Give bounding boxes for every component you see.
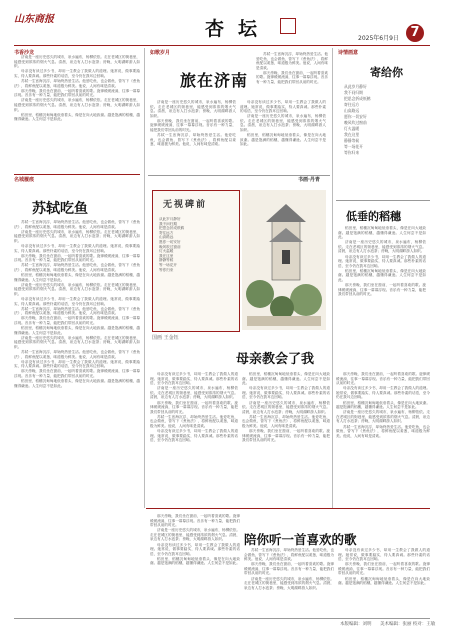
painting-poem: 从此岁月静好 我不问归期 把思念折成纸鹤 寄往远方 山高路远 愿你一切安好 晚风吹过窗前 灯火温暖 我在这里 静静等候 等一场花开 等你归来 <box>159 217 185 272</box>
poem2-body: 稻田里，稻穗沉甸甸地低垂着头，像是在向大地致谢。越是饱满的稻穗，越懂得谦逊。人生何尝不是如此。 济南是一座历史悠久的城市，泉水遍布，杨柳依依。走在老城区的街巷里，能感受到浓浓的烟火气息。清晨，泉边有人打水泡茶；傍晚，大明湖畔游人如织。 母亲没有读过多少书，却用一生教会了我做人的道理。她常说，做事要踏实，待人要真诚。那些朴素的话语，至今仍在我耳边回响。 稻田里，稻穗沉甸甸地低垂着头，像是在向大地致谢。越是饱满的稻穗，越懂得谦逊。人生何尝不是如此。 那天傍晚，我们坐在窗前，一起听着喜欢的歌。旋律缓缓流淌，往事一幕幕浮现。音乐有一种力量，能把我们带回从前的时光。 <box>338 226 426 297</box>
left-article-text-1: 济南是一座历史悠久的城市，泉水遍布，杨柳依依。走在老城区的街巷里，能感受到浓浓的烟火气息。清晨，泉边有人打水泡茶；傍晚，大明湖畔游人如织。 母亲没有读过多少书，却用一生教会了我做人的道理。她常说，做事要踏实，待人要真诚。那些朴素的话语，至今仍在我耳边回响。 苏轼一生宦海沉浮，却始终热爱生活。他爱吃鱼，也会做鱼，曾写下《煮鱼法》，将鲜鱼配以姜葱，味道极为鲜美。他说，人间有味是清欢。 那天傍晚，我们坐在窗前，一起听着喜欢的歌。旋律缓缓流淌，往事一幕幕浮现。音乐有一种力量，能把我们带回从前的时光。 济南是一座历史悠久的城市，泉水遍布，杨柳依依。走在老城区的街巷里，能感受到浓浓的烟火气息。清晨，泉边有人打水泡茶；傍晚，大明湖畔游人如织。 稻田里，稻穗沉甸甸地低垂着头，像是在向大地致谢。越是饱满的稻穗，越懂得谦逊。人生何尝不是如此。 <box>14 55 140 122</box>
footer-right: 美术编辑：张丽 校对：王敏 <box>380 622 436 627</box>
mother-title: 母亲教会了我 <box>236 352 315 367</box>
column-tag-right: 诗情画意 <box>338 50 359 56</box>
column-tag-middle: 如歌岁月 <box>150 50 171 56</box>
divider <box>146 508 430 509</box>
song-text-col-1: 那天傍晚，我们坐在窗前，一起听着喜欢的歌。旋律缓缓流淌，往事一幕幕浮现。音乐有一种力量，能把我们带回从前的时光。 济南是一座历史悠久的城市，泉水遍布，杨柳依依。走在老城区的街巷里，能感受到浓浓的烟火气息。清晨，泉边有人打水泡茶；傍晚，大明湖畔游人如织。 母亲没有读过多少书，却用一生教会了我做人的道理。她常说，做事要踏实，待人要真诚。那些朴素的话语，至今仍在我耳边回响。 稻田里，稻穗沉甸甸地低垂着头，像是在向大地致谢。越是饱满的稻穗，越懂得谦逊。人生何尝不是如此。 <box>150 514 240 566</box>
section-title: 杏坛 <box>205 18 272 40</box>
page-number-badge: 7 <box>406 24 424 42</box>
poem-body: 从此岁月静好 我不问归期 把思念折成纸鹤 寄往远方 山高路远 愿你一切安好 晚风吹过窗前 灯火温暖 我在这里 静静等候 等一场花开 等你归来 <box>344 84 371 155</box>
footer-left: 本版编辑：刘明 <box>340 622 372 627</box>
masthead <box>0 0 450 46</box>
lead-text-col-3: 苏轼一生宦海沉浮，却始终热爱生活。他爱吃鱼，也会做鱼，曾写下《煮鱼法》，将鲜鱼配以姜葱，味道极为鲜美。他说，人间有味是清欢。 那天傍晚，我们坐在窗前，一起听着喜欢的歌。旋律缓缓流淌，往事一幕幕浮现。音乐有一种力量，能把我们带回从前的时光。 <box>256 52 328 85</box>
column-rule <box>332 48 333 508</box>
masthead-rule <box>14 45 430 46</box>
column-tag-art: 书画·丹青 <box>298 177 320 183</box>
pagoda-painting <box>242 190 326 330</box>
mother-text-col-3: 那天傍晚，我们坐在窗前，一起听着喜欢的歌。旋律缓缓流淌，往事一幕幕浮现。音乐有一种力量，能把我们带回从前的时光。 母亲没有读过多少书，却用一生教会了我做人的道理。她常说，做事要踏实，待人要真诚。那些朴素的话语，至今仍在我耳边回响。 稻田里，稻穗沉甸甸地低垂着头，像是在向大地致谢。越是饱满的稻穗，越懂得谦逊。人生何尝不是如此。 济南是一座历史悠久的城市，泉水遍布，杨柳依依。走在老城区的街巷里，能感受到浓浓的烟火气息。清晨，泉边有人打水泡茶；傍晚，大明湖畔游人如织。 苏轼一生宦海沉浮，却始终热爱生活。他爱吃鱼，也会做鱼，曾写下《煮鱼法》，将鲜鱼配以姜葱，味道极为鲜美。他说，人间有味是清欢。 <box>336 372 430 438</box>
seal-icon <box>280 18 296 34</box>
column-tag-left: 书香沙龙 <box>14 50 35 56</box>
left-article-text-2: 苏轼一生宦海沉浮，却始终热爱生活。他爱吃鱼，也会做鱼，曾写下《煮鱼法》，将鲜鱼配以姜葱，味道极为鲜美。他说，人间有味是清欢。 济南是一座历史悠久的城市，泉水遍布，杨柳依依。走在老城区的街巷里，能感受到浓浓的烟火气息。清晨，泉边有人打水泡茶；傍晚，大明湖畔游人如织。 母亲没有读过多少书，却用一生教会了我做人的道理。她常说，做事要踏实，待人要真诚。那些朴素的话语，至今仍在我耳边回响。 那天傍晚，我们坐在窗前，一起听着喜欢的歌。旋律缓缓流淌，往事一幕幕浮现。音乐有一种力量，能把我们带回从前的时光。 苏轼一生宦海沉浮，却始终热爱生活。他爱吃鱼，也会做鱼，曾写下《煮鱼法》，将鲜鱼配以姜葱，味道极为鲜美。他说，人间有味是清欢。 稻田里，稻穗沉甸甸地低垂着头，像是在向大地致谢。越是饱满的稻穗，越懂得谦逊。人生何尝不是如此。 济南是一座历史悠久的城市，泉水遍布，杨柳依依。走在老城区的街巷里，能感受到浓浓的烟火气息。清晨，泉边有人打水泡茶；傍晚，大明湖畔游人如织。 母亲没有读过多少书，却用一生教会了我做人的道理。她常说，做事要踏实，待人要真诚。那些朴素的话语，至今仍在我耳边回响。 苏轼一生宦海沉浮，却始终热爱生活。他爱吃鱼，也会做鱼，曾写下《煮鱼法》，将鲜鱼配以姜葱，味道极为鲜美。他说，人间有味是清欢。 那天傍晚，我们坐在窗前，一起听着喜欢的歌。旋律缓缓流淌，往事一幕幕浮现。音乐有一种力量，能把我们带回从前的时光。 稻田里，稻穗沉甸甸地低垂着头，像是在向大地致谢。越是饱满的稻穗，越懂得谦逊。人生何尝不是如此。 济南是一座历史悠久的城市，泉水遍布，杨柳依依。走在老城区的街巷里，能感受到浓浓的烟火气息。清晨，泉边有人打水泡茶；傍晚，大明湖畔游人如织。 苏轼一生宦海沉浮，却始终热爱生活。他爱吃鱼，也会做鱼，曾写下《煮鱼法》，将鲜鱼配以姜葱，味道极为鲜美。他说，人间有味是清欢。 母亲没有读过多少书，却用一生教会了我做人的道理。她常说，做事要踏实，待人要真诚。那些朴素的话语，至今仍在我耳边回响。 那天傍晚，我们坐在窗前，一起听着喜欢的歌。旋律缓缓流淌，往事一幕幕浮现。音乐有一种力量，能把我们带回从前的时光。 稻田里，稻穗沉甸甸地低垂着头，像是在向大地致谢。越是饱满的稻穗，越懂得谦逊。人生何尝不是如此。 <box>14 220 140 388</box>
lead-title: 旅在济南 <box>180 71 249 90</box>
paper-logo: 山东商报 <box>14 14 54 25</box>
mother-text-col-2: 稻田里，稻穗沉甸甸地低垂着头，像是在向大地致谢。越是饱满的稻穗，越懂得谦逊。人生何尝不是如此。 母亲没有读过多少书，却用一生教会了我做人的道理。她常说，做事要踏实，待人要真诚。那些朴素的话语，至今仍在我耳边回响。 济南是一座历史悠久的城市，泉水遍布，杨柳依依。走在老城区的街巷里，能感受到浓浓的烟火气息。清晨，泉边有人打水泡茶；傍晚，大明湖畔游人如织。 苏轼一生宦海沉浮，却始终热爱生活。他爱吃鱼，也会做鱼，曾写下《煮鱼法》，将鲜鱼配以姜葱，味道极为鲜美。他说，人间有味是清欢。 那天傍晚，我们坐在窗前，一起听着喜欢的歌。旋律缓缓流淌，往事一幕幕浮现。音乐有一种力量，能把我们带回从前的时光。 <box>242 372 330 443</box>
painting-frame <box>152 190 240 332</box>
painting-title: 无视碑前 <box>163 200 208 210</box>
mother-text-col-1: 母亲没有读过多少书，却用一生教会了我做人的道理。她常说，做事要踏实，待人要真诚。那些朴素的话语，至今仍在我耳边回响。 济南是一座历史悠久的城市，泉水遍布，杨柳依依。走在老城区的街巷里，能感受到浓浓的烟火气息。清晨，泉边有人打水泡茶；傍晚，大明湖畔游人如织。 那天傍晚，我们坐在窗前，一起听着喜欢的歌。旋律缓缓流淌，往事一幕幕浮现。音乐有一种力量，能把我们带回从前的时光。 苏轼一生宦海沉浮，却始终热爱生活。他爱吃鱼，也会做鱼，曾写下《煮鱼法》，将鲜鱼配以姜葱，味道极为鲜美。他说，人间有味是清欢。 母亲没有读过多少书，却用一生教会了我做人的道理。她常说，做事要踏实，待人要真诚。那些朴素的话语，至今仍在我耳边回响。 <box>150 372 238 443</box>
song-title: 陪你听一首喜欢的歌 <box>244 532 357 547</box>
essay-title: 苏轼吃鱼 <box>32 201 88 217</box>
column-tag-left-2: 名城履痕 <box>14 177 35 183</box>
poem-title: 寄给你 <box>370 66 403 79</box>
painting-image <box>242 190 326 330</box>
poem2-title: 低垂的稻穗 <box>346 210 401 223</box>
column-rule <box>144 48 145 508</box>
lead-text-col-1: 济南是一座历史悠久的城市，泉水遍布，杨柳依依。走在老城区的街巷里，能感受到浓浓的烟火气息。清晨，泉边有人打水泡茶；傍晚，大明湖畔游人如织。 那天傍晚，我们坐在窗前，一起听着喜欢的歌。旋律缓缓流淌，往事一幕幕浮现。音乐有一种力量，能把我们带回从前的时光。 苏轼一生宦海沉浮，却始终热爱生活。他爱吃鱼，也会做鱼，曾写下《煮鱼法》，将鲜鱼配以姜葱，味道极为鲜美。他说，人间有味是清欢。 <box>150 100 236 147</box>
divider <box>14 174 140 175</box>
lead-text-col-2: 母亲没有读过多少书，却用一生教会了我做人的道理。她常说，做事要踏实，待人要真诚。那些朴素的话语，至今仍在我耳边回响。 济南是一座历史悠久的城市，泉水遍布，杨柳依依。走在老城区的街巷里，能感受到浓浓的烟火气息。清晨，泉边有人打水泡茶；傍晚，大明湖畔游人如织。 稻田里，稻穗沉甸甸地低垂着头，像是在向大地致谢。越是饱满的稻穗，越懂得谦逊。人生何尝不是如此。 <box>240 100 326 147</box>
painting-caption: 国画 王金钰 <box>152 335 179 341</box>
date-label: 2025年6月9日 <box>358 35 399 42</box>
footer-rule <box>14 618 430 619</box>
song-text-col-2: 苏轼一生宦海沉浮，却始终热爱生活。他爱吃鱼，也会做鱼，曾写下《煮鱼法》，将鲜鱼配以姜葱，味道极为鲜美。他说，人间有味是清欢。 那天傍晚，我们坐在窗前，一起听着喜欢的歌。旋律缓缓流淌，往事一幕幕浮现。音乐有一种力量，能把我们带回从前的时光。 济南是一座历史悠久的城市，泉水遍布，杨柳依依。走在老城区的街巷里，能感受到浓浓的烟火气息。清晨，泉边有人打水泡茶；傍晚，大明湖畔游人如织。 <box>244 548 334 590</box>
song-text-col-3: 母亲没有读过多少书，却用一生教会了我做人的道理。她常说，做事要踏实，待人要真诚。那些朴素的话语，至今仍在我耳边回响。 那天傍晚，我们坐在窗前，一起听着喜欢的歌。旋律缓缓流淌，往事一幕幕浮现。音乐有一种力量，能把我们带回从前的时光。 稻田里，稻穗沉甸甸地低垂着头，像是在向大地致谢。越是饱满的稻穗，越懂得谦逊。人生何尝不是如此。 <box>338 548 430 586</box>
divider <box>336 200 430 201</box>
